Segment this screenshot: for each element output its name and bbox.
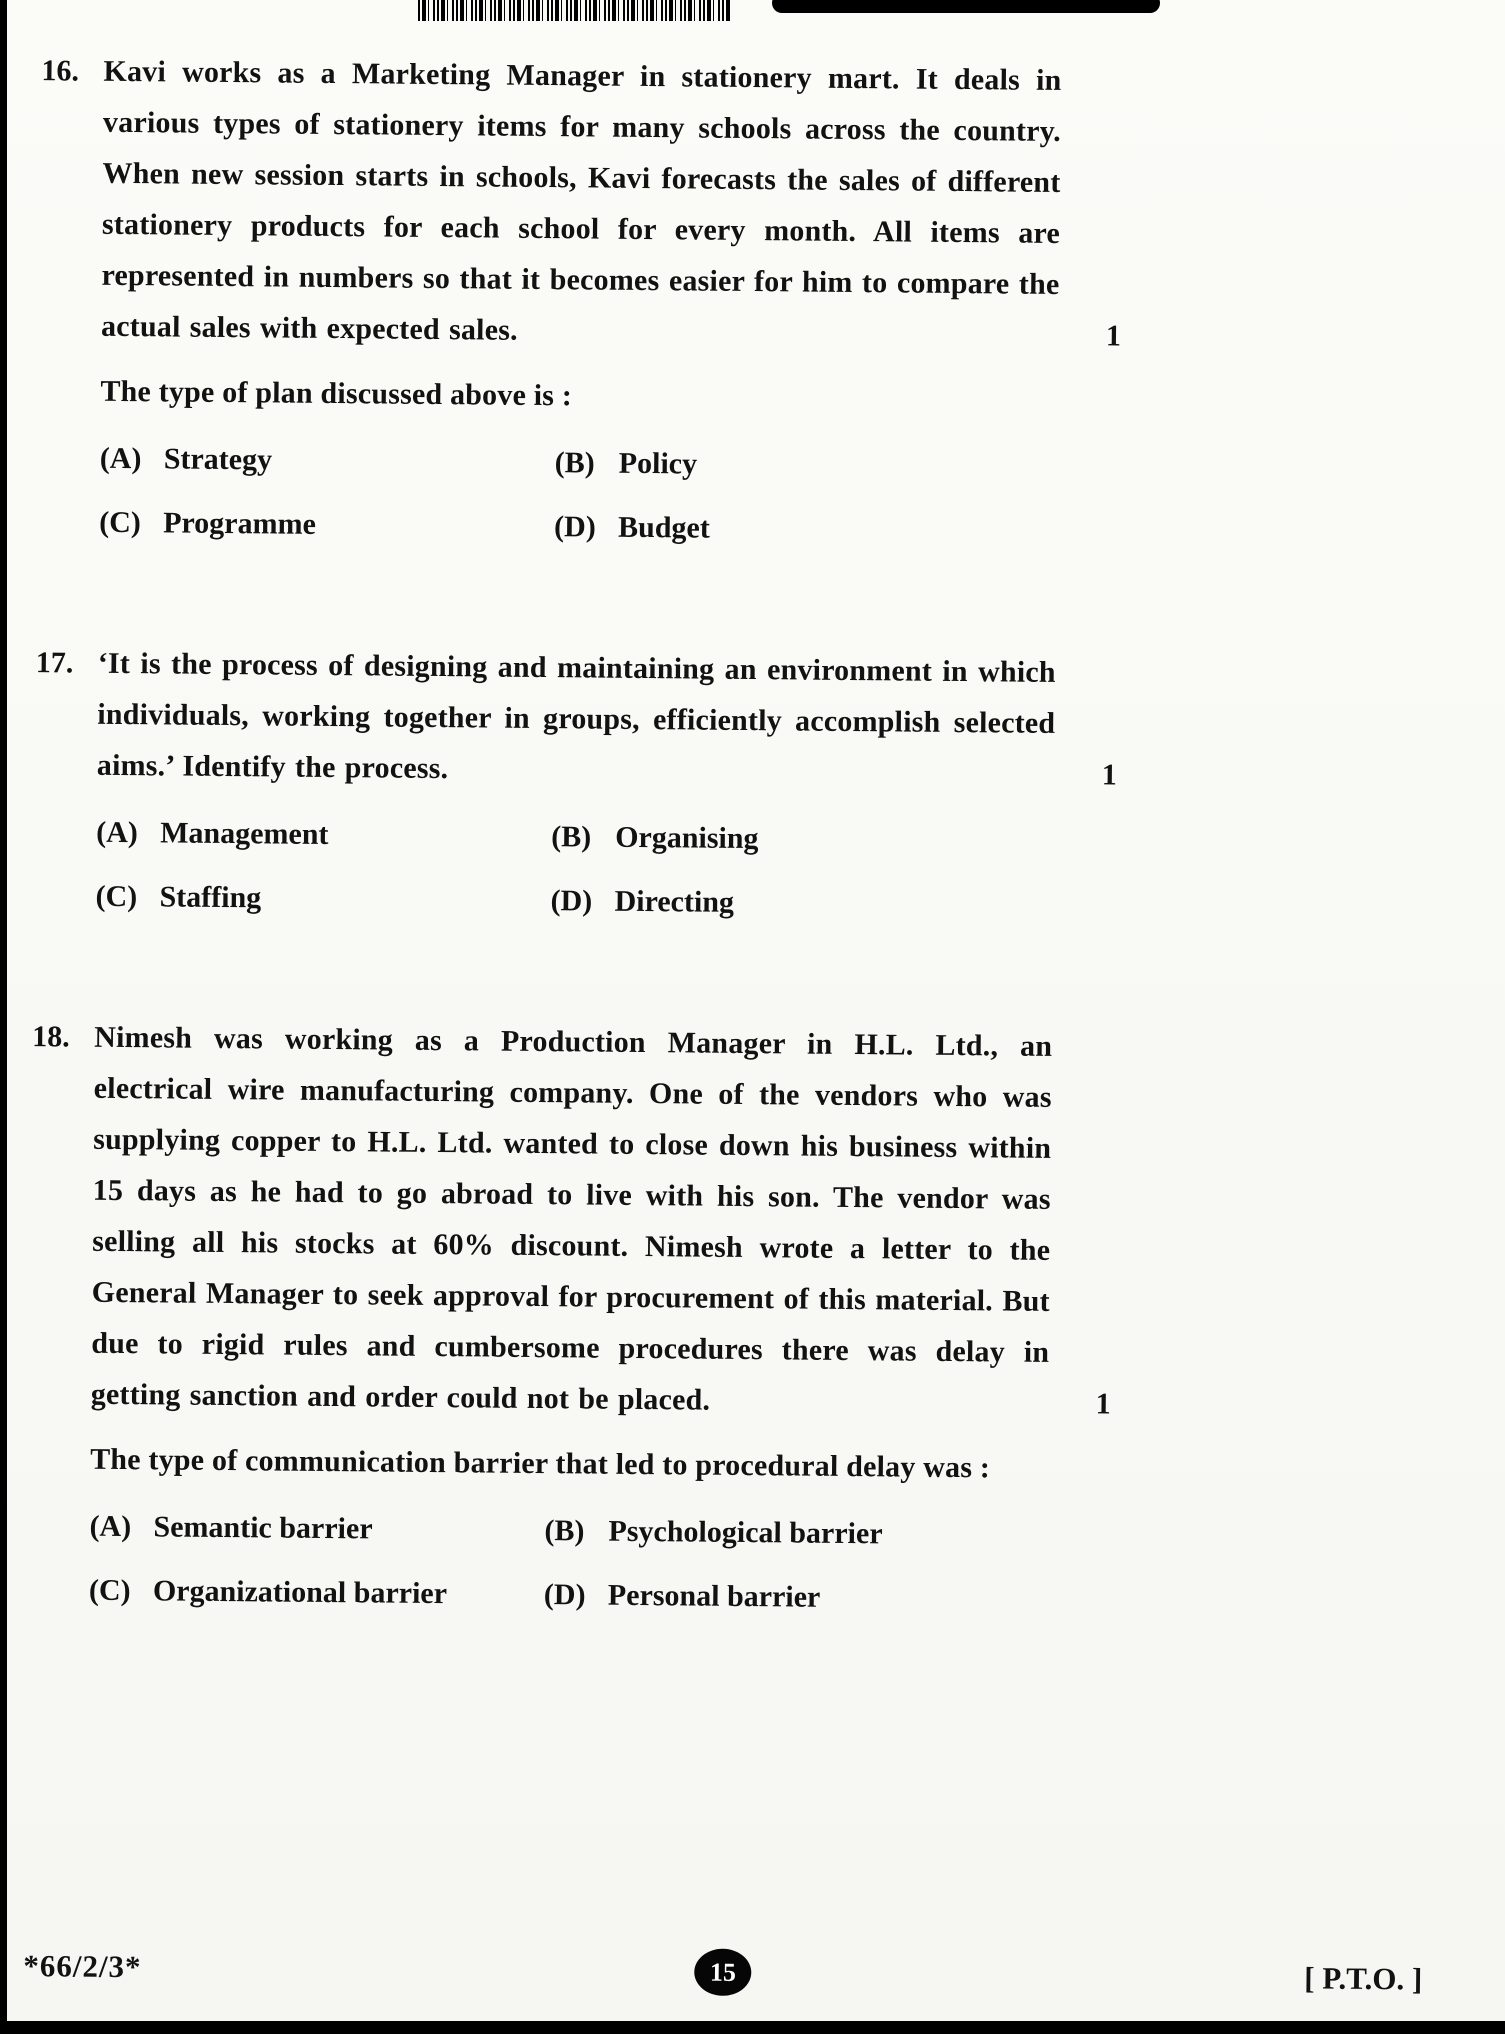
option-a	[96, 807, 551, 862]
question-stem: The type of communication barrier that led to procedural delay was :	[90, 1442, 991, 1485]
option-b	[551, 811, 1120, 867]
scan-artifact-bar	[772, 0, 1160, 13]
question-body-row	[29, 1011, 1119, 1429]
marks-value: 1	[1101, 758, 1117, 792]
option-label: Budget	[617, 510, 710, 545]
option-label: Management	[160, 816, 329, 851]
option-label: Organizational barrier	[152, 1574, 448, 1611]
page-footer	[23, 1942, 1422, 2002]
option-d	[544, 1569, 1113, 1625]
option-label: Organising	[615, 820, 759, 856]
question-text: ‘It is the process of designing and maintaining an environment in which individuals, working together in groups, efficiently accomplish selected aims.’ Identify the process.	[96, 646, 1056, 786]
paper-code: *66/2/3*	[23, 1947, 142, 1984]
options-grid	[95, 807, 1120, 932]
option-letter: (D)	[550, 884, 593, 918]
option-label: Policy	[618, 446, 698, 481]
option-c	[95, 871, 550, 926]
option-letter: (D)	[553, 510, 596, 544]
option-letter: (C)	[99, 505, 141, 540]
option-letter: (B)	[544, 1514, 585, 1548]
question-18	[27, 1011, 1119, 1625]
question-number: 18.	[32, 1020, 70, 1054]
option-label: Strategy	[163, 442, 273, 477]
pto-label: [ P.T.O. ]	[1304, 1959, 1423, 1997]
option-letter: (B)	[554, 446, 595, 480]
question-16	[37, 45, 1128, 557]
options-grid	[99, 433, 1124, 558]
option-a	[100, 433, 555, 488]
option-label: Programme	[163, 506, 317, 541]
option-label: Directing	[614, 884, 735, 919]
page-number-badge	[694, 1949, 751, 1997]
page-number: 15	[709, 1957, 737, 1987]
option-c	[99, 497, 554, 552]
question-number: 17.	[35, 646, 74, 680]
question-body-row	[39, 45, 1128, 361]
option-label: Personal barrier	[607, 1578, 821, 1614]
option-b	[555, 437, 1124, 493]
option-c	[89, 1565, 544, 1620]
question-17	[33, 637, 1122, 931]
option-letter: (A)	[99, 441, 142, 476]
option-label: Psychological barrier	[608, 1514, 883, 1551]
option-d	[554, 501, 1123, 557]
question-text: Kavi works as a Marketing Manager in stationery mart. It deals in various types of stationery items for many schools across the country. When new session starts in schools, Kavi forecasts the sales of different stationery products for each school for every month. All items are represented in numbers so that it becomes easier for him to compare the actual sales with expected sales.	[100, 54, 1062, 347]
marks-value: 1	[1105, 319, 1122, 353]
printed-sheet	[0, 15, 1505, 2034]
option-b	[544, 1505, 1113, 1561]
question-text: Nimesh was working as a Production Manager in H.L. Ltd., an electrical wire manufacturing company. One of the vendors who was supplying copper to H.L. Ltd. wanted to close down his business within 15 days as he had to go abroad to live with his son. The vendor was selling all his stocks at 60% discount. Nimesh wrote a letter to the General Manager to seek approval for procurement of this material. But due to rigid rules and cumbersome procedures there was delay in getting sanction and order could not be placed.	[90, 1020, 1053, 1417]
option-letter: (A)	[89, 1509, 132, 1544]
options-grid	[89, 1501, 1114, 1626]
option-d	[550, 875, 1119, 931]
option-label: Staffing	[159, 880, 262, 915]
question-number: 16.	[41, 54, 80, 88]
option-letter: (D)	[543, 1578, 586, 1612]
question-stem: The type of plan discussed above is :	[100, 374, 573, 413]
question-body-row	[35, 637, 1122, 800]
option-a	[89, 1501, 544, 1556]
option-letter: (B)	[551, 820, 592, 854]
option-letter: (A)	[96, 815, 139, 850]
option-label: Semantic barrier	[153, 1510, 373, 1546]
marks-value: 1	[1095, 1387, 1111, 1421]
barcode	[418, 0, 730, 21]
option-letter: (C)	[95, 879, 138, 914]
option-letter: (C)	[88, 1573, 131, 1608]
